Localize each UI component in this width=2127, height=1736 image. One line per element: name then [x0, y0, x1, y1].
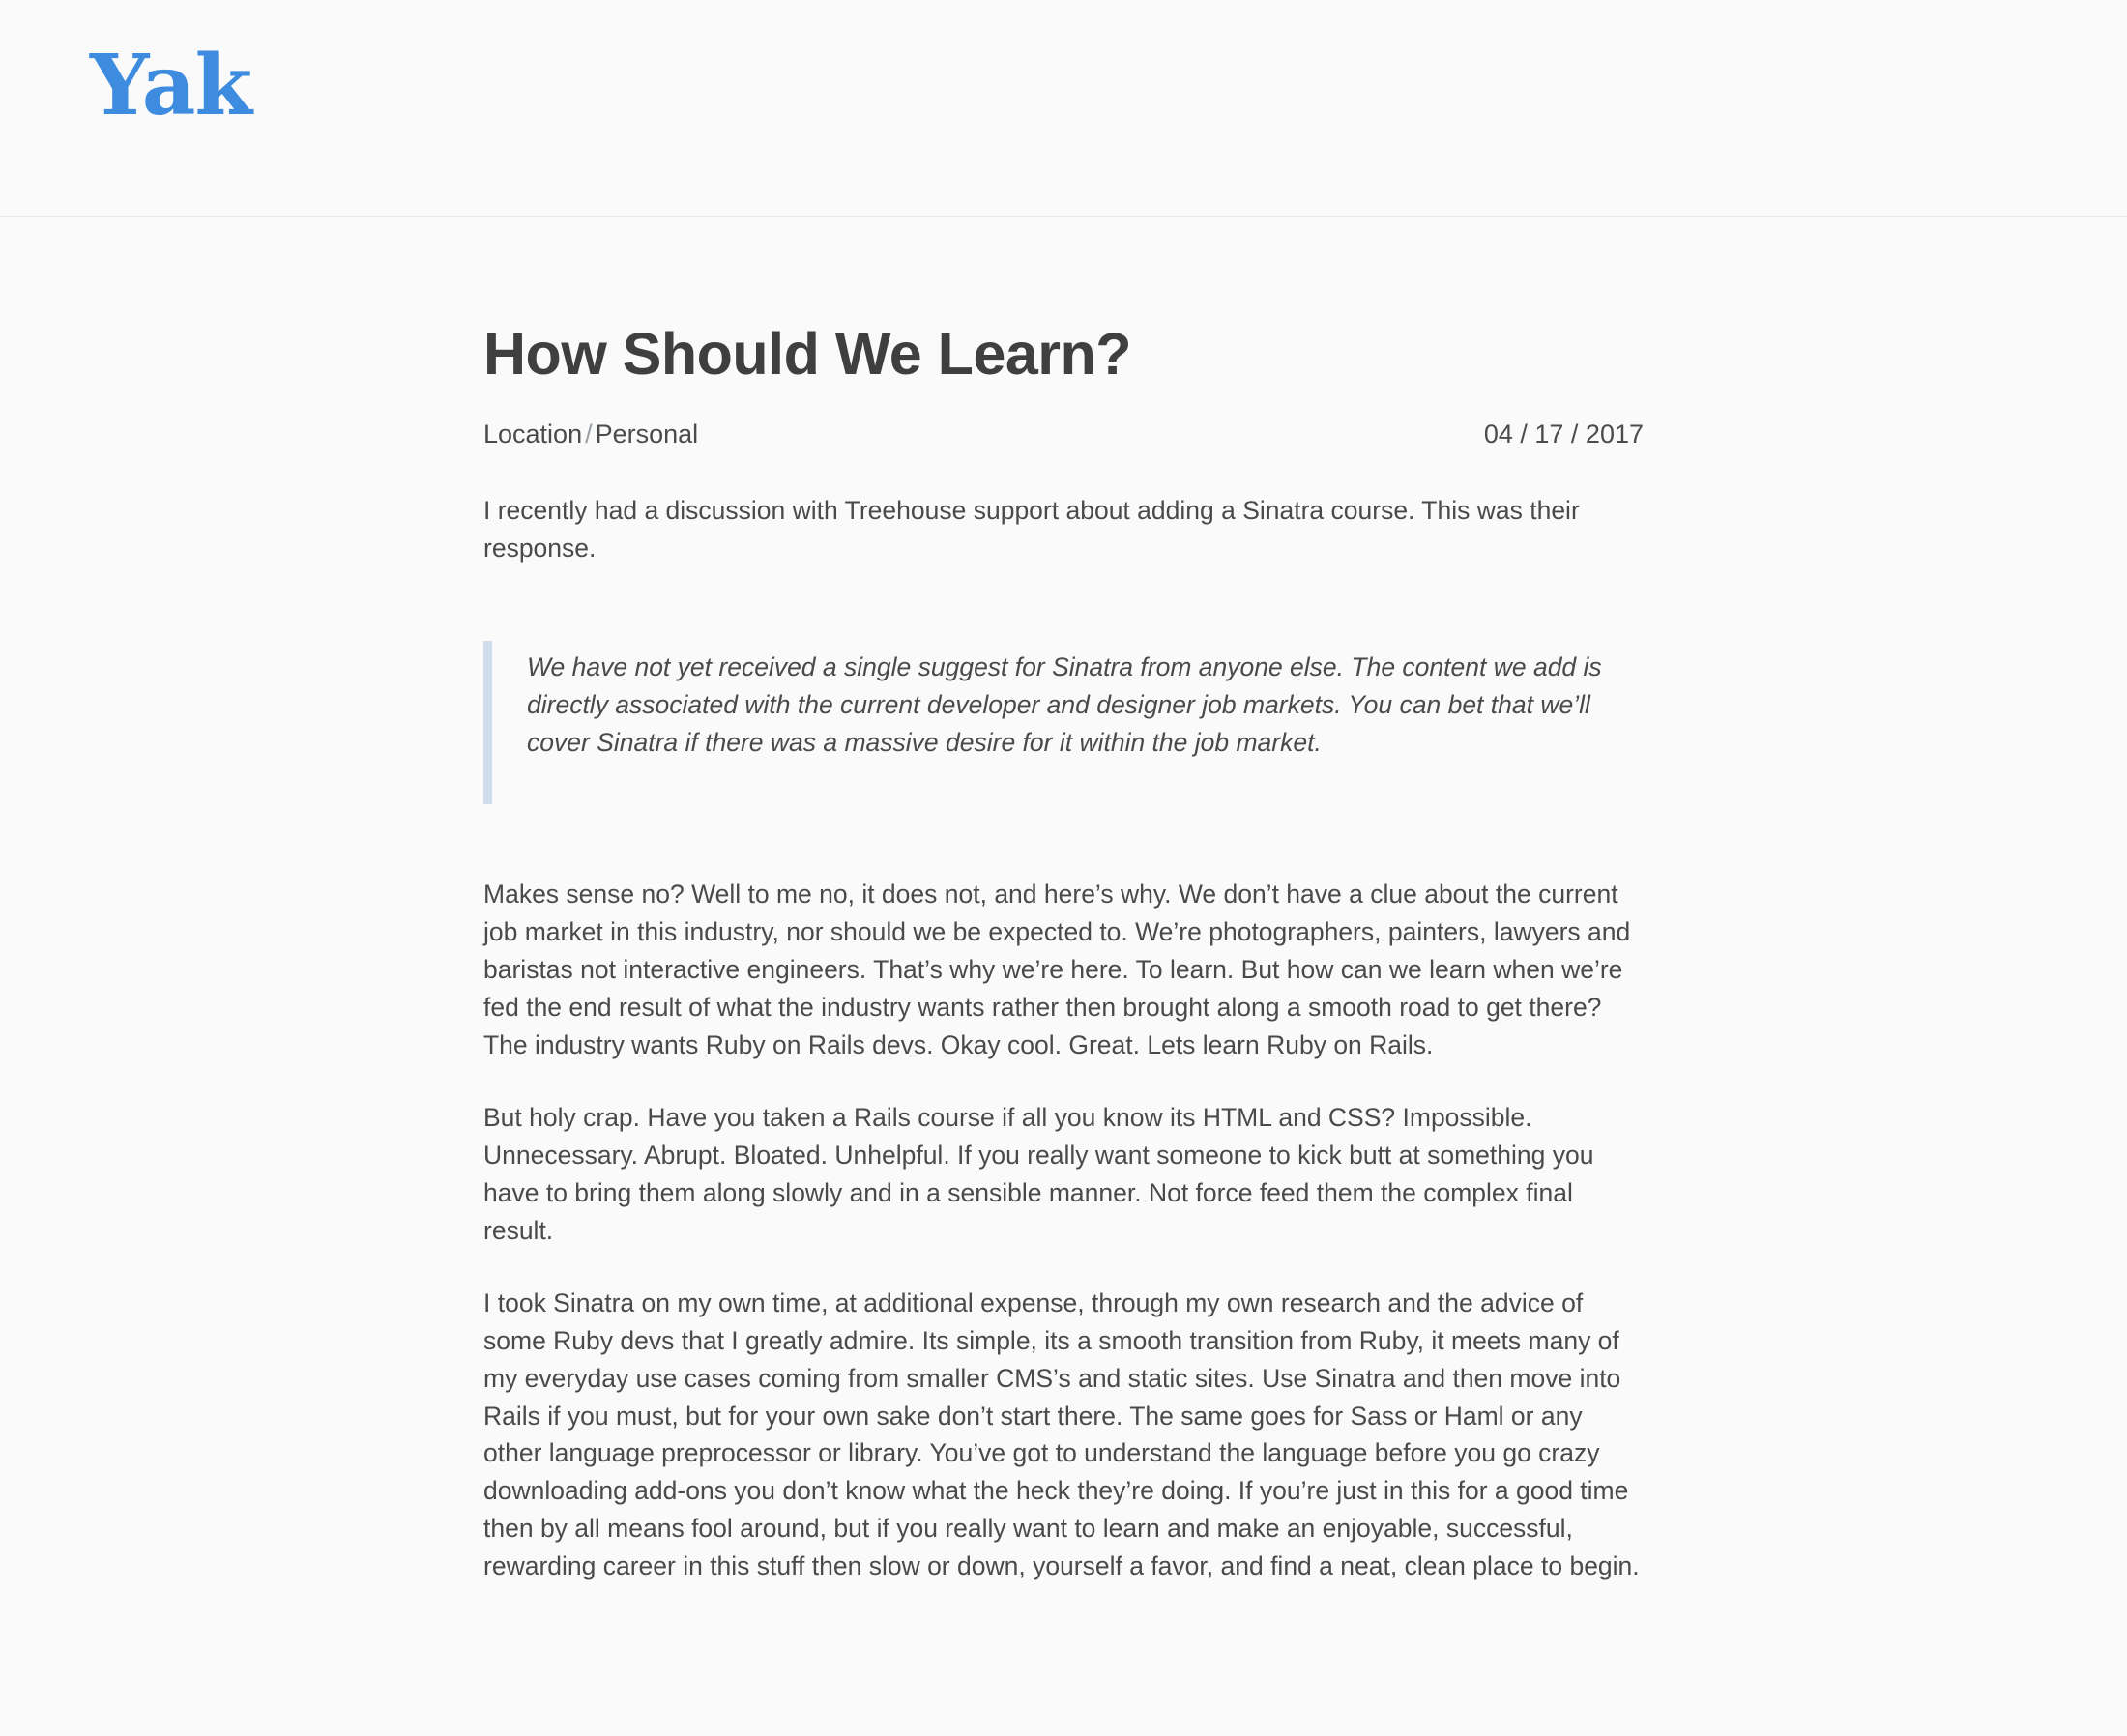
- category-link-location[interactable]: Location: [483, 420, 583, 449]
- body-paragraph: But holy crap. Have you taken a Rails course if all you know its HTML and CSS? Impossible. Unnecessary. Abrupt. Bloated. Unhelpful. If you really want someone to kick butt at something you have to bring them along slowly and in a sensible manner. Not force feed them the complex final result.: [483, 1102, 1594, 1245]
- content-wrapper: [0, 217, 2127, 1736]
- body-paragraph: I took Sinatra on my own time, at additional expense, through my own research and the advice of some Ruby devs that I greatly admire. Its simple, its a smooth transition from Ruby, it meets many of my everyday use cases coming from smaller CMS’s and static sites. Use Sinatra and then move into Rails if you must, but for your own sake don’t start there. The same goes for Sass or Haml or any other language preprocessor or library. You’ve got to understand the language before you go crazy downloading add-ons you don’t know what the heck they’re doing. If you’re just in this for a good time then by all means fool around, but if you really want to learn and make an enjoyable, successful, rewarding career in this stuff then slow or down, yourself a favor, and find a neat, clean place to begin.: [483, 1288, 1640, 1581]
- page-title: How Should We Learn?: [483, 321, 1132, 387]
- pull-quote: [483, 641, 1644, 804]
- category-list: [483, 420, 698, 449]
- intro-paragraph: I recently had a discussion with Treehouse support about adding a Sinatra course. This was their response.: [483, 496, 1580, 564]
- site-logo-yak[interactable]: Yak: [90, 37, 252, 134]
- site-header: [0, 0, 2127, 217]
- category-link-personal[interactable]: Personal: [595, 420, 699, 449]
- article-meta: [483, 420, 1644, 449]
- pull-quote-text: We have not yet received a single suggest for Sinatra from anyone else. The content we add is directly associated with the current developer and designer job markets. You can bet that we’ll cover Sinatra if there was a massive desire for it within the job market.: [527, 652, 1602, 758]
- category-separator: /: [585, 420, 593, 449]
- body-paragraph: Makes sense no? Well to me no, it does not, and here’s why. We don’t have a clue about the current job market in this industry, nor should we be expected to. We’re photographers, painters, lawyers and baristas not interactive engineers. That’s why we’re here. To learn. But how can we learn when we’re fed the end result of what the industry wants rather then brought along a smooth road to get there? The industry wants Ruby on Rails devs. Okay cool. Great. Lets learn Ruby on Rails.: [483, 880, 1631, 1059]
- publish-date: 04 / 17 / 2017: [1483, 420, 1644, 449]
- article: [483, 217, 1644, 1736]
